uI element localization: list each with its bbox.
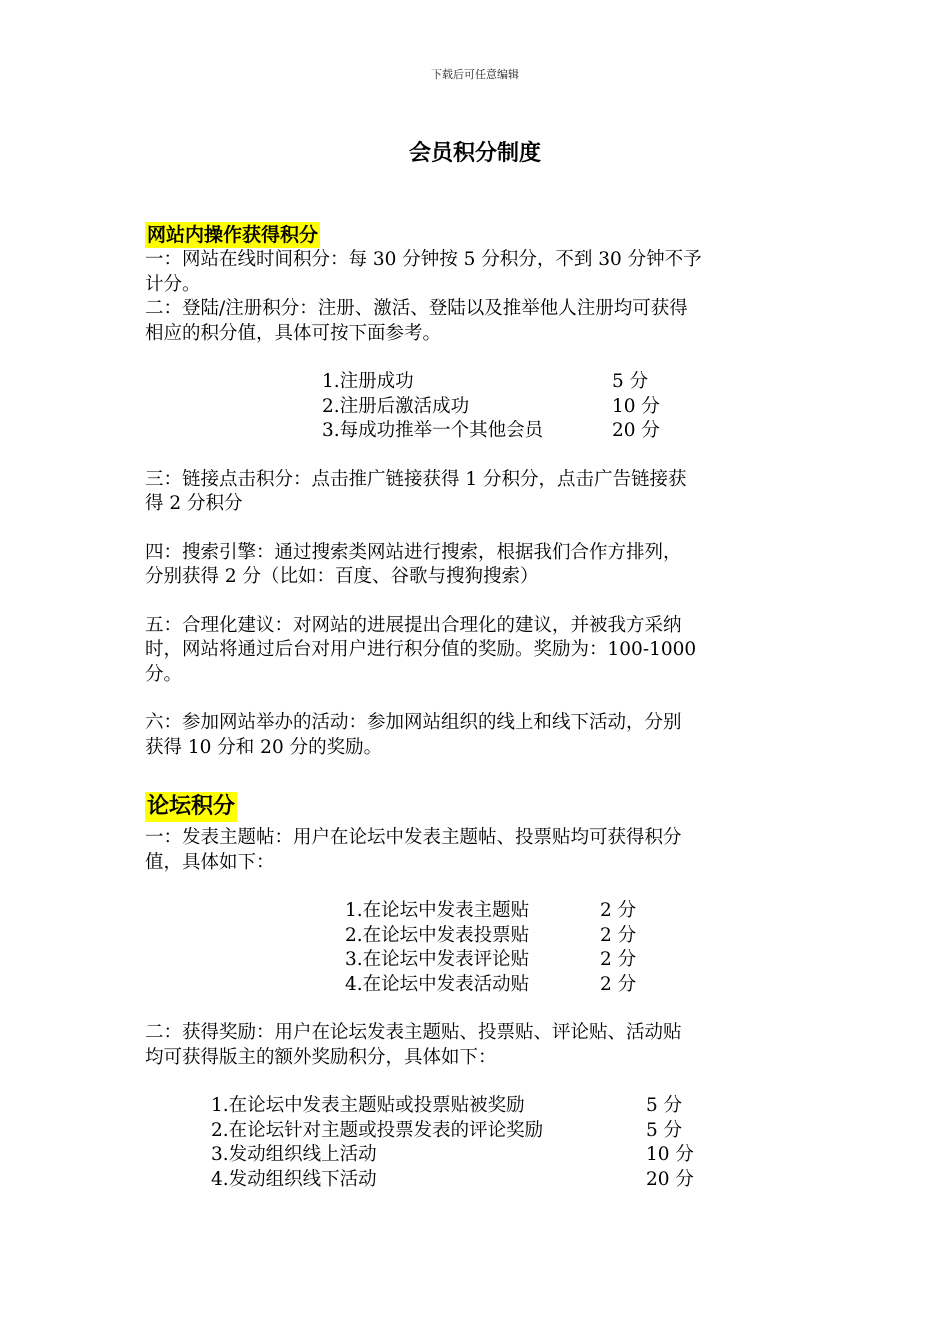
paragraph-register [145,297,815,346]
item-points: 20 分 [646,1168,694,1190]
paragraph-rewards [145,1021,815,1070]
text-line: 一：发表主题帖：用户在论坛中发表主题帖、投票贴均可获得积分 [145,827,682,848]
item-label: 1.注册成功 [322,371,414,392]
text-line: 六：参加网站举办的活动：参加网站组织的线上和线下活动，分别 [145,712,682,733]
item-label: 4.在论坛中发表活动贴 [345,973,530,995]
paragraph-suggestion [145,614,815,688]
text-line: 分别获得 2 分（比如：百度、谷歌与搜狗搜索） [145,566,539,587]
list-item [211,1168,694,1193]
item-points: 5 分 [646,1119,683,1141]
text-line: 获得 10 分和 20 分的奖励。 [145,736,383,758]
item-points: 2 分 [600,924,637,946]
item-points: 10 分 [646,1144,694,1165]
list-item [322,419,660,444]
paragraph-search-engine [145,541,815,590]
item-label: 1.在论坛中发表主题贴或投票贴被奖励 [211,1095,525,1116]
list-item [345,948,636,973]
paragraph-activities [145,711,815,760]
item-label: 3.在论坛中发表评论贴 [345,949,530,970]
item-label: 3.发动组织线上活动 [211,1144,377,1165]
text-line: 相应的积分值，具体可按下面参考。 [145,322,442,344]
section-heading-forum-points: 论坛积分 [145,792,237,822]
page-header-note: 下载后可任意编辑 [431,68,519,81]
forum-reward-points-list [211,1094,694,1192]
list-item [345,924,636,949]
text-line: 均可获得版主的额外奖励积分，具体如下： [145,1046,497,1068]
item-label: 2.在论坛中发表投票贴 [345,924,530,946]
document-body [145,222,815,1192]
item-label: 2.注册后激活成功 [322,395,470,417]
list-item [322,395,660,420]
text-line: 五：合理化建议：对网站的进展提出合理化的建议，并被我方采纳 [145,614,682,636]
list-item [345,899,636,924]
list-item [211,1094,694,1119]
item-points: 5 分 [646,1095,683,1116]
paragraph-link-click [145,468,815,517]
text-line: 一：网站在线时间积分：每 30 分钟按 5 分积分，不到 30 分钟不予 [145,249,702,270]
list-item [345,973,636,998]
document-title: 会员积分制度 [408,141,541,166]
item-points: 20 分 [612,420,660,441]
item-points: 2 分 [600,900,637,921]
item-points: 2 分 [600,973,637,995]
text-line: 值，具体如下： [145,851,275,873]
item-label: 2.在论坛针对主题或投票发表的评论奖励 [211,1119,544,1141]
item-points: 5 分 [612,371,649,392]
text-line: 时，网站将通过后台对用户进行积分值的奖励。奖励为：100-1000 [145,639,697,660]
list-item [211,1119,694,1144]
text-line: 三：链接点击积分：点击推广链接获得 1 分积分，点击广告链接获 [145,468,687,490]
register-points-list [322,370,660,444]
text-line: 得 2 分积分 [145,493,243,514]
item-label: 3.每成功推举一个其他会员 [322,420,544,441]
text-line: 分。 [145,663,183,685]
paragraph-post-topic [145,826,815,875]
item-points: 10 分 [612,395,660,417]
item-label: 1.在论坛中发表主题贴 [345,900,530,921]
section-heading-site-points: 网站内操作获得积分 [147,224,319,246]
text-line: 二：获得奖励：用户在论坛发表主题贴、投票贴、评论贴、活动贴 [145,1022,682,1043]
list-item [211,1143,694,1168]
forum-post-points-list [345,899,636,997]
text-line: 二：登陆/注册积分：注册、激活、登陆以及推举他人注册均可获得 [145,298,688,319]
item-points: 2 分 [600,949,637,970]
text-line: 四：搜索引擎：通过搜索类网站进行搜索，根据我们合作方排列， [145,541,682,563]
text-line: 计分。 [145,273,201,295]
list-item [322,370,660,395]
item-label: 4.发动组织线下活动 [211,1168,377,1190]
paragraph-online-time [145,248,815,297]
